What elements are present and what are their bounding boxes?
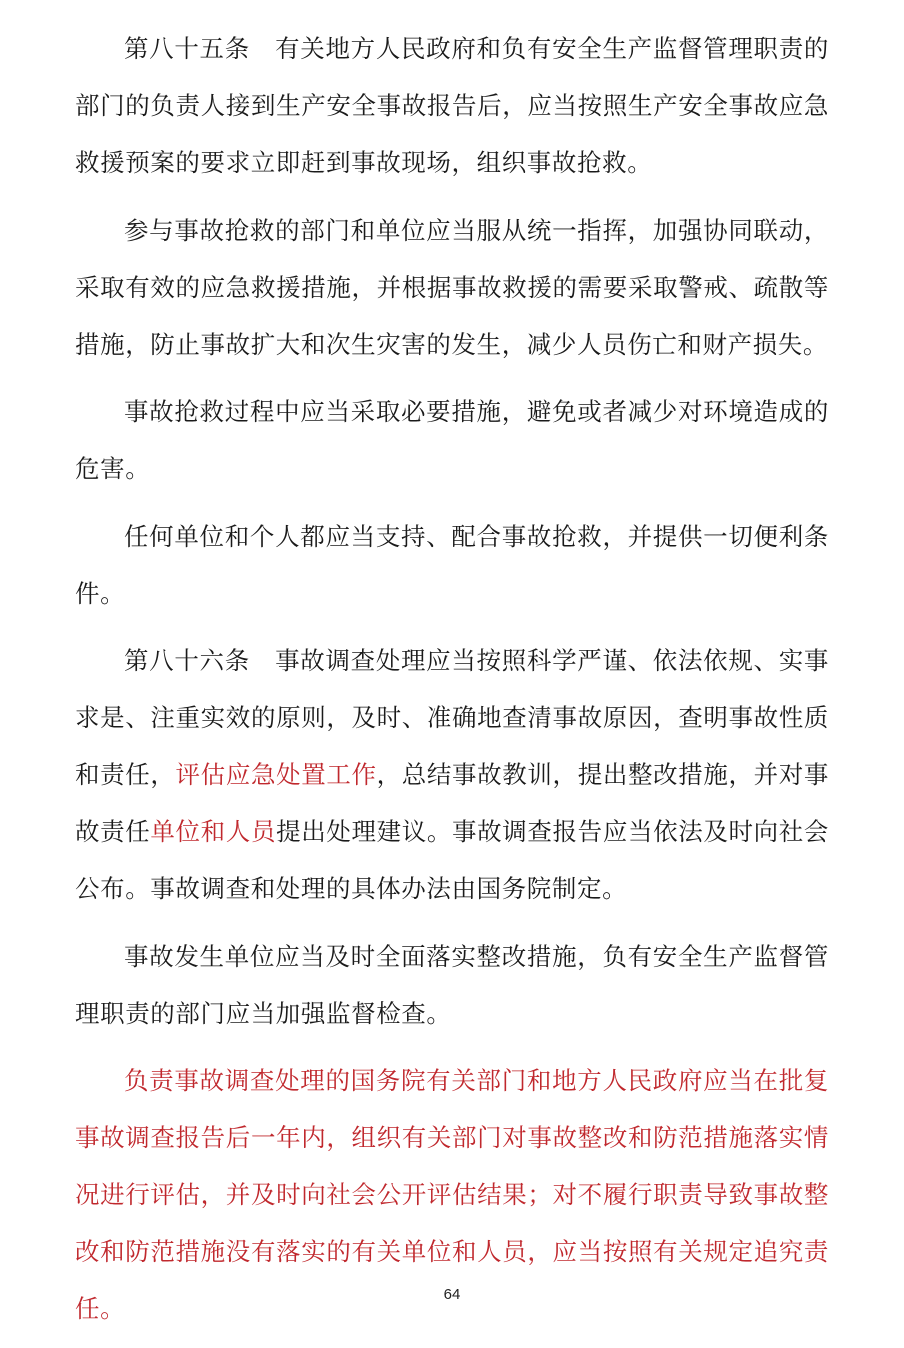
paragraph-rectification [75, 928, 829, 1042]
text-segment: 第八十五条 有关地方人民政府和负有安全生产监督管理职责的部门的负责人接到生产安全事故报告后，应当按照生产安全事故应急救援预案的要求立即赶到事故现场，组织事故抢救。 [75, 34, 829, 177]
text-segment: 第八十六条 事故调查处理应当按照科学严谨、依法依规、实事求是、注重实效的原则，及时、准确地查清事故原因，查明事故性质和责任， [75, 646, 829, 789]
paragraph-article-85 [75, 20, 829, 191]
paragraph-article-86 [75, 632, 829, 917]
page-number: 64 [443, 1286, 461, 1303]
text-segment: ，总结事故教训，提出整改措施，并对事故责任 [75, 760, 829, 846]
highlighted-text: 评估应急处置工作 [175, 760, 377, 789]
text-segment: 事故抢救过程中应当采取必要措施，避免或者减少对环境造成的危害。 [75, 397, 829, 483]
paragraph-environment-protection [75, 383, 829, 497]
text-segment: 事故发生单位应当及时全面落实整改措施，负有安全生产监督管理职责的部门应当加强监督检查。 [75, 941, 829, 1028]
highlighted-text: 单位和人员 [150, 817, 277, 846]
text-segment: 提出处理建议。事故调查报告应当依法及时向社会公布。事故调查和处理的具体办法由国务院制定。 [75, 817, 829, 903]
document-body [75, 20, 829, 1348]
text-segment: 任何单位和个人都应当支持、配合事故抢救，并提供一切便利条件。 [75, 521, 829, 608]
highlighted-text: 负责事故调查处理的国务院有关部门和地方人民政府应当在批复事故调查报告后一年内，组织有关部门对事故整改和防范措施落实情况进行评估，并及时向社会公开评估结果；对不履行职责导致事故整改和防范措施没有落实的有关单位和人员，应当按照有关规定追究责任。 [75, 1066, 829, 1323]
text-segment: 参与事故抢救的部门和单位应当服从统一指挥，加强协同联动，采取有效的应急救援措施，并根据事故救援的需要采取警戒、疏散等措施，防止事故扩大和次生灾害的发生，减少人员伤亡和财产损失。 [75, 215, 829, 359]
paragraph-support-rescue [75, 508, 829, 622]
paragraph-rescue-coordination [75, 202, 829, 373]
